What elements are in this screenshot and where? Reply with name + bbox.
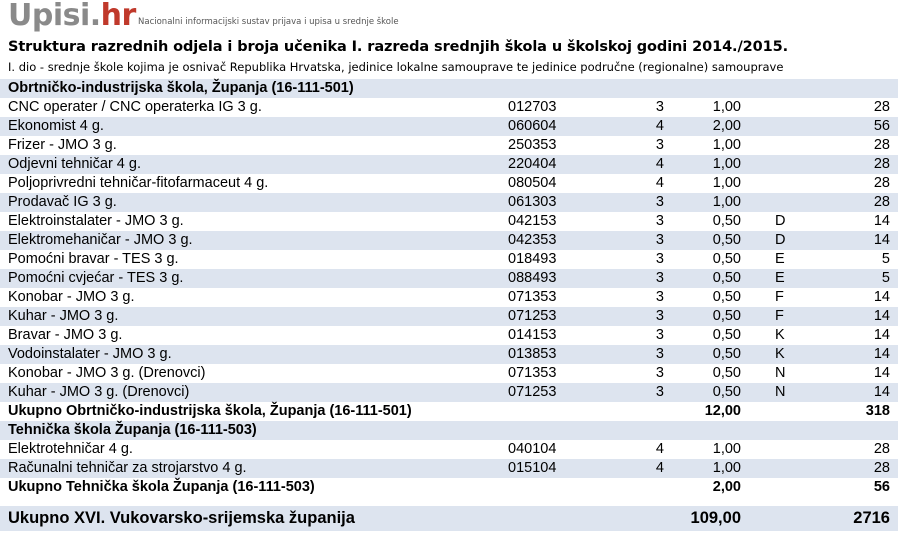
class-count: 0,50 [712,270,741,286]
program-name: Pomoćni cvjećar - TES 3 g. [8,270,184,286]
site-logo[interactable] [8,0,136,33]
table-row [0,117,898,136]
program-code: 088493 [508,270,557,286]
combined-class-mark: N [775,384,786,400]
table-row [0,136,898,155]
combined-class-mark: E [775,270,785,286]
program-duration: 3 [655,137,664,153]
combined-class-mark: N [775,365,786,381]
table-row [0,383,898,402]
combined-class-mark: D [775,232,786,248]
grand-total-students: 2716 [853,509,890,527]
program-duration: 3 [655,194,664,210]
student-count: 14 [873,327,890,343]
program-duration: 3 [655,270,664,286]
school-heading [0,421,898,440]
class-count: 1,00 [712,460,741,476]
program-name: Odjevni tehničar 4 g. [8,156,141,172]
program-code: 042153 [508,213,557,229]
student-count: 28 [873,441,890,457]
school-total-row [0,478,898,497]
program-duration: 4 [655,460,664,476]
program-duration: 3 [655,289,664,305]
program-name: Konobar - JMO 3 g. (Drenovci) [8,365,206,381]
table-row [0,250,898,269]
school-total-students: 56 [873,479,890,495]
combined-class-mark: D [775,213,786,229]
student-count: 28 [873,175,890,191]
program-duration: 4 [655,441,664,457]
program-name: Kuhar - JMO 3 g. [8,308,119,324]
program-name: Elektroinstalater - JMO 3 g. [8,213,184,229]
school-total-label: Ukupno Tehnička škola Županja (16-111-503) [8,479,315,495]
table-row [0,269,898,288]
table-row [0,307,898,326]
program-code: 042353 [508,232,557,248]
page-title: Struktura razrednih odjela i broja učenika I. razreda srednjih škola u školskoj godini 2014./2015. [8,39,789,55]
table-row [0,364,898,383]
student-count: 28 [873,156,890,172]
program-code: 014153 [508,327,557,343]
program-duration: 3 [655,251,664,267]
grand-total-label: Ukupno XVI. Vukovarsko-srijemska županija [8,509,355,527]
student-count: 14 [873,213,890,229]
class-count: 0,50 [712,308,741,324]
student-count: 28 [873,460,890,476]
program-name: Elektrotehničar 4 g. [8,441,133,457]
table-row [0,212,898,231]
class-count: 1,00 [712,441,741,457]
program-name: Frizer - JMO 3 g. [8,137,117,153]
program-name: Vodoinstalater - JMO 3 g. [8,346,172,362]
class-count: 0,50 [712,232,741,248]
program-code: 220404 [508,156,557,172]
table-row [0,155,898,174]
student-count: 5 [881,251,890,267]
student-count: 28 [873,194,890,210]
combined-class-mark: F [775,289,784,305]
table-row [0,231,898,250]
class-count: 1,00 [712,137,741,153]
program-name: Prodavač IG 3 g. [8,194,117,210]
program-duration: 4 [655,156,664,172]
school-name: Tehnička škola Županja (16-111-503) [8,422,257,438]
program-duration: 3 [655,308,664,324]
school-total-label: Ukupno Obrtničko-industrijska škola, Županja (16-111-501) [8,403,412,419]
table-row [0,459,898,478]
class-count: 0,50 [712,213,741,229]
student-count: 28 [873,99,890,115]
program-name: Bravar - JMO 3 g. [8,327,123,343]
program-code: 080504 [508,175,557,191]
class-count: 1,00 [712,194,741,210]
program-duration: 3 [655,365,664,381]
class-count: 0,50 [712,327,741,343]
program-code: 040104 [508,441,557,457]
class-count: 0,50 [712,251,741,267]
program-code: 018493 [508,251,557,267]
program-name: Elektromehaničar - JMO 3 g. [8,232,193,248]
student-count: 14 [873,384,890,400]
program-name: Računalni tehničar za strojarstvo 4 g. [8,460,247,476]
combined-class-mark: E [775,251,785,267]
program-duration: 3 [655,327,664,343]
student-count: 14 [873,308,890,324]
program-duration: 3 [655,232,664,248]
school-total-row [0,402,898,421]
program-code: 071253 [508,308,557,324]
student-count: 14 [873,365,890,381]
program-code: 071353 [508,365,557,381]
spacer [0,497,898,506]
site-tagline: Nacionalni informacijski sustav prijava i upisa u srednje škole [138,17,399,27]
school-total-classes: 2,00 [712,479,741,495]
class-count: 0,50 [712,289,741,305]
student-count: 14 [873,346,890,362]
student-count: 14 [873,232,890,248]
table-row [0,288,898,307]
table-row [0,193,898,212]
school-total-classes: 12,00 [704,403,741,419]
program-name: Konobar - JMO 3 g. [8,289,135,305]
program-duration: 4 [655,175,664,191]
student-count: 56 [873,118,890,134]
program-code: 013853 [508,346,557,362]
program-duration: 3 [655,346,664,362]
combined-class-mark: K [775,327,785,343]
class-count: 1,00 [712,99,741,115]
grand-total-row [0,506,898,531]
program-code: 250353 [508,137,557,153]
class-count: 1,00 [712,156,741,172]
class-count: 0,50 [712,384,741,400]
school-name: Obrtničko-industrijska škola, Županja (16-111-501) [8,80,354,96]
program-duration: 4 [655,118,664,134]
table-row [0,326,898,345]
program-duration: 3 [655,99,664,115]
student-count: 14 [873,289,890,305]
class-count: 1,00 [712,175,741,191]
program-code: 012703 [508,99,557,115]
program-name: Ekonomist 4 g. [8,118,104,134]
program-name: CNC operater / CNC operaterka IG 3 g. [8,99,262,115]
program-duration: 3 [655,213,664,229]
page-subtitle: I. dio - srednje škole kojima je osnivač Republika Hrvatska, jedinice lokalne samouprave te jedinice područne (regionalne) samouprave [8,61,784,74]
class-count: 0,50 [712,365,741,381]
class-count: 0,50 [712,346,741,362]
program-code: 071253 [508,384,557,400]
table-row [0,345,898,364]
program-code: 071353 [508,289,557,305]
program-name: Poljoprivredni tehničar-fitofarmaceut 4 g. [8,175,269,191]
table-row [0,440,898,459]
student-count: 28 [873,137,890,153]
table-row [0,174,898,193]
program-code: 060604 [508,118,557,134]
table-row [0,98,898,117]
program-code: 015104 [508,460,557,476]
enrollment-table [0,79,898,531]
combined-class-mark: F [775,308,784,324]
school-heading [0,79,898,98]
class-count: 2,00 [712,118,741,134]
program-code: 061303 [508,194,557,210]
combined-class-mark: K [775,346,785,362]
grand-total-classes: 109,00 [690,509,741,527]
student-count: 5 [881,270,890,286]
program-duration: 3 [655,384,664,400]
logo-text-main: Upisi. [8,0,101,33]
logo-text-accent: hr [100,0,136,33]
program-name: Kuhar - JMO 3 g. (Drenovci) [8,384,190,400]
program-name: Pomoćni bravar - TES 3 g. [8,251,179,267]
school-total-students: 318 [865,403,890,419]
